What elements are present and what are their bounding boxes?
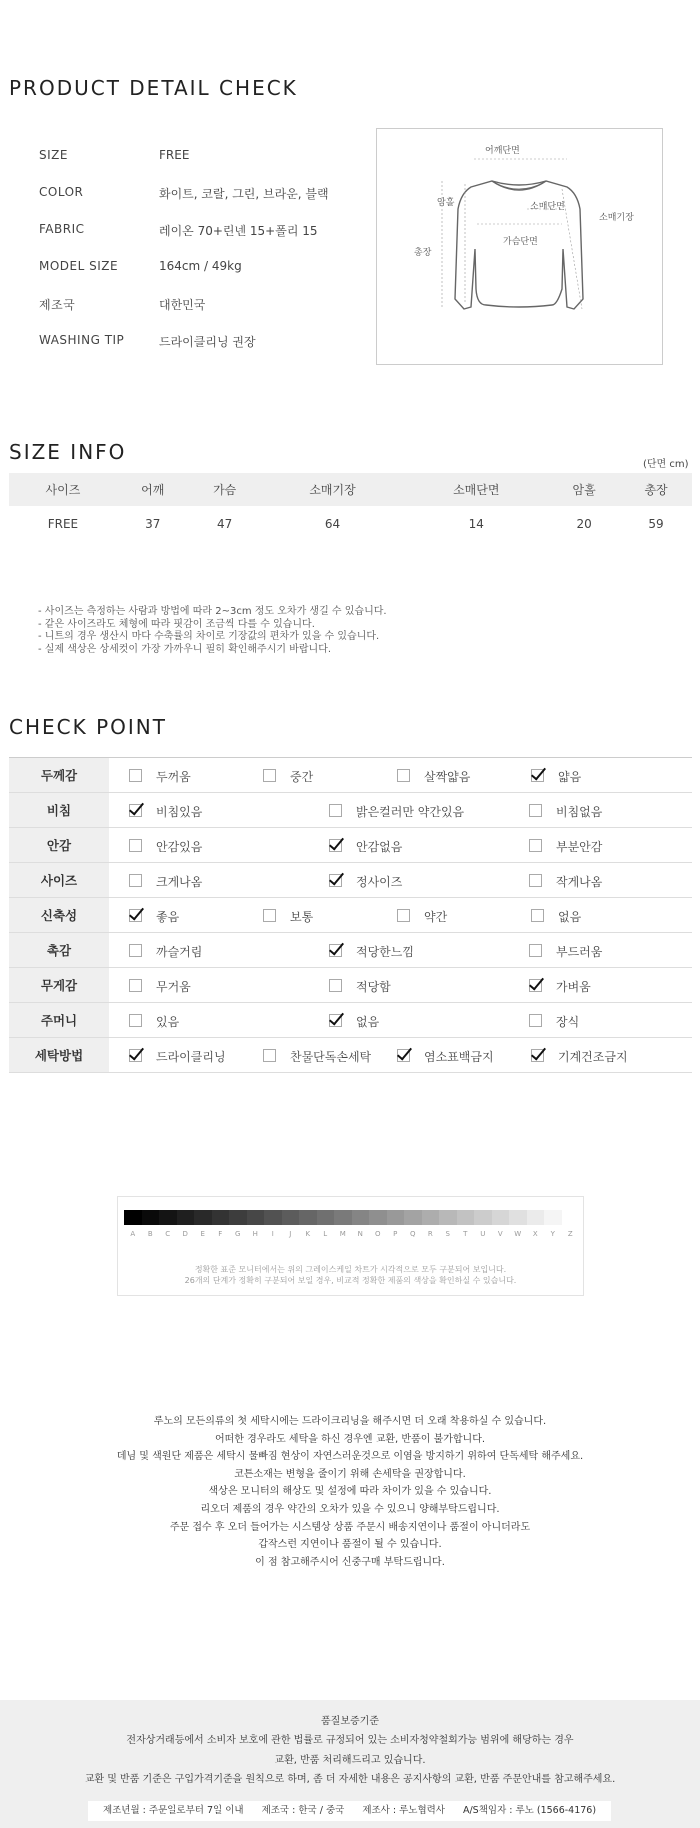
gray-swatch — [404, 1210, 422, 1225]
checkbox-icon — [129, 839, 142, 852]
diagram-label-sleeve-width: 소매단면 — [530, 202, 565, 212]
checkbox-icon — [129, 874, 142, 887]
gray-letter: Y — [550, 1230, 555, 1238]
gray-swatch — [492, 1210, 510, 1225]
size-cell: FREE — [47, 516, 79, 531]
check-option-label: 크게나옴 — [156, 875, 203, 889]
checkbox-icon — [263, 909, 276, 922]
size-column-header: 암홀 — [548, 473, 620, 506]
diagram-label-sleeve-length: 소매기장 — [599, 213, 634, 223]
size-table — [9, 473, 692, 541]
gray-letter: N — [357, 1230, 363, 1238]
product-detail-row — [39, 259, 242, 273]
size-cell: 47 — [217, 516, 233, 531]
gray-swatch — [299, 1210, 317, 1225]
check-options — [109, 898, 692, 933]
gray-letter: U — [480, 1230, 486, 1238]
detail-label: MODEL SIZE — [39, 259, 119, 273]
check-row-label: 세탁방법 — [9, 1038, 109, 1073]
check-option-label: 장식 — [556, 1015, 580, 1029]
check-option-label: 적당함 — [356, 980, 391, 994]
size-cell: 37 — [145, 516, 161, 531]
footer-info-item: A/S책임자 : 루노 (1566-4176) — [462, 1805, 597, 1816]
size-cell: 20 — [576, 516, 592, 531]
gray-swatch — [387, 1210, 405, 1225]
size-table-header — [9, 473, 692, 506]
check-option-label: 안감있음 — [156, 840, 203, 854]
check-option-label: 적당한느낌 — [356, 945, 414, 959]
gray-letter: G — [235, 1230, 241, 1238]
footer-line: 교환 및 반품 기준은 구입가격기준을 원칙으로 하며, 좀 더 자세한 내용은 공지사항의 교환, 반품 주문안내를 참고해주세요. — [84, 1774, 616, 1785]
gray-swatch — [212, 1210, 230, 1225]
checkbox-icon — [531, 769, 544, 782]
detail-label: FABRIC — [39, 222, 85, 236]
check-point-table — [9, 757, 692, 1073]
footer-text — [0, 1731, 700, 1790]
detail-value: 드라이클리닝 권장 — [159, 335, 256, 349]
guide-line: 데님 및 색원단 제품은 세탁시 물빠짐 현상이 자연스러운것으로 이염을 방지하기 위하여 단독세탁 해주세요. — [116, 1451, 584, 1463]
guide-line: 코튼소재는 변형을 줄이기 위해 손세탁을 권장합니다. — [234, 1468, 466, 1480]
check-option-label: 가벼움 — [556, 980, 591, 994]
product-detail-row — [39, 296, 206, 313]
checkbox-icon — [531, 1049, 544, 1062]
check-option-label: 부분안감 — [556, 840, 603, 854]
size-cell: 64 — [324, 516, 341, 531]
check-row-label: 비침 — [9, 793, 109, 828]
checkbox-icon — [129, 979, 142, 992]
gray-letter: D — [182, 1230, 188, 1238]
checkbox-icon — [129, 1014, 142, 1027]
check-row — [9, 863, 692, 898]
check-row — [9, 1038, 692, 1073]
product-detail-title: PRODUCT DETAIL CHECK — [9, 76, 298, 100]
gray-swatch — [247, 1210, 265, 1225]
gray-letter: V — [497, 1230, 503, 1238]
check-option-label: 없음 — [356, 1015, 380, 1029]
checkbox-icon — [397, 909, 410, 922]
grayscale-text-2: 26개의 단계가 정확히 구분되어 보일 경우, 비교적 정확한 제품의 색상을 확인하실 수 있습니다. — [184, 1276, 517, 1285]
checkbox-icon — [129, 804, 142, 817]
diagram-label-total-length: 총장 — [414, 248, 432, 258]
checkbox-icon — [329, 804, 342, 817]
footer-info-item: 제조국 : 한국 / 중국 — [261, 1805, 345, 1816]
checkbox-icon — [263, 1049, 276, 1062]
footer-info-item: 제조사 : 루노협력사 — [362, 1805, 445, 1816]
footer-info-item: 제조년월 : 주문일로부터 7일 이내 — [102, 1805, 244, 1816]
check-option-label: 찬물단독손세탁 — [290, 1050, 372, 1064]
gray-letter: A — [130, 1230, 136, 1238]
size-column-header: 사이즈 — [9, 473, 117, 506]
quality-footer — [0, 1700, 700, 1828]
check-option-label: 안감없음 — [356, 840, 403, 854]
checkbox-icon — [529, 874, 542, 887]
gray-swatch — [282, 1210, 300, 1225]
product-detail-row — [39, 333, 256, 349]
gray-letter: P — [393, 1230, 398, 1238]
gray-letter: R — [427, 1230, 433, 1238]
care-guide — [0, 1413, 700, 1571]
checkbox-icon — [129, 909, 142, 922]
size-column-header: 총장 — [620, 473, 692, 506]
footer-line: 교환, 반품 처리해드리고 있습니다. — [274, 1754, 426, 1766]
detail-value: 화이트, 코랄, 그린, 브라운, 블랙 — [159, 187, 329, 201]
size-unit-label: (단면 cm) — [643, 459, 689, 470]
checkbox-icon — [397, 769, 410, 782]
guide-line: 색상은 모니터의 해상도 및 설정에 따라 차이가 있을 수 있습니다. — [208, 1486, 492, 1498]
gray-letter: Z — [567, 1230, 573, 1238]
check-option-label: 정사이즈 — [356, 875, 403, 889]
check-option-label: 밝은컬러만 약간있음 — [356, 805, 465, 819]
detail-label: SIZE — [39, 148, 68, 162]
footer-title: 품질보증기준 — [321, 1716, 379, 1727]
checkbox-icon — [329, 874, 342, 887]
gray-swatch — [124, 1210, 142, 1225]
gray-letter: C — [165, 1230, 171, 1238]
check-options — [109, 863, 692, 898]
gray-letter: O — [374, 1230, 381, 1238]
gray-letter: E — [200, 1230, 205, 1238]
check-option-label: 드라이클리닝 — [156, 1050, 226, 1064]
gray-swatch — [474, 1210, 492, 1225]
gray-swatch — [159, 1210, 177, 1225]
gray-swatch — [457, 1210, 475, 1225]
grayscale-letters — [124, 1230, 579, 1238]
check-row — [9, 968, 692, 1003]
guide-line: 어떠한 경우라도 세탁을 하신 경우엔 교환, 반품이 불가합니다. — [214, 1433, 486, 1445]
size-notes — [38, 606, 387, 656]
check-row-label: 신축성 — [9, 898, 109, 933]
detail-value: 164cm / 49kg — [159, 259, 242, 273]
checkbox-icon — [129, 944, 142, 957]
checkbox-icon — [263, 769, 276, 782]
checkbox-icon — [129, 1049, 142, 1062]
detail-label: COLOR — [39, 185, 84, 199]
gray-letter: M — [339, 1230, 346, 1238]
check-options — [109, 758, 692, 793]
check-option-label: 부드러움 — [556, 945, 603, 959]
check-option-label: 비침있음 — [156, 805, 203, 819]
detail-value: 레이온 70+린넨 15+폴리 15 — [159, 224, 318, 238]
check-row-label: 안감 — [9, 828, 109, 863]
detail-label: 제조국 — [39, 298, 76, 312]
check-row — [9, 828, 692, 863]
checkbox-icon — [531, 909, 544, 922]
guide-line: 루노의 모든의류의 첫 세탁시에는 드라이크리닝을 해주시면 더 오래 착용하실 수 있습니다. — [153, 1416, 547, 1427]
check-options — [109, 1003, 692, 1038]
note-line: - 같은 사이즈라도 체형에 따라 핏감이 조금씩 다를 수 있습니다. — [38, 618, 315, 630]
grayscale-strip — [124, 1210, 579, 1225]
footer-info-bar — [88, 1801, 611, 1821]
product-detail-row — [39, 185, 329, 201]
gray-letter: B — [147, 1230, 153, 1238]
check-options — [109, 933, 692, 968]
detail-value: 대한민국 — [159, 298, 206, 312]
garment-diagram — [376, 128, 663, 365]
check-row-label: 무게감 — [9, 968, 109, 1003]
check-option-label: 좋음 — [156, 910, 180, 924]
guide-line: 이 점 참고해주시어 신중구매 부탁드립니다. — [255, 1556, 445, 1568]
detail-value: FREE — [159, 148, 190, 162]
gray-swatch — [177, 1210, 195, 1225]
check-options — [109, 1038, 692, 1073]
check-option-label: 얇음 — [558, 770, 582, 784]
check-options — [109, 968, 692, 1003]
detail-label: WASHING TIP — [39, 333, 125, 347]
grayscale-text-1: 정확한 표준 모니터에서는 위의 그레이스케일 차트가 시각적으로 모두 구분되어 보입니다. — [194, 1265, 507, 1274]
check-option-label: 무거움 — [156, 980, 191, 994]
size-column-header: 소매단면 — [404, 473, 548, 506]
check-row — [9, 1003, 692, 1038]
check-option-label: 중간 — [290, 770, 314, 784]
gray-swatch — [509, 1210, 527, 1225]
note-line: - 니트의 경우 생산시 마다 수축률의 차이로 기장값의 편차가 있을 수 있습니다. — [38, 631, 380, 642]
gray-swatch — [527, 1210, 545, 1225]
check-option-label: 기계건조금지 — [558, 1050, 628, 1064]
check-row — [9, 898, 692, 933]
gray-letter: I — [271, 1230, 274, 1238]
gray-letter: X — [532, 1230, 538, 1238]
check-row — [9, 933, 692, 968]
checkbox-icon — [397, 1049, 410, 1062]
check-point-title: CHECK POINT — [9, 715, 167, 739]
grayscale-chart — [117, 1196, 584, 1296]
gray-swatch — [352, 1210, 370, 1225]
gray-letter: S — [445, 1230, 450, 1238]
diagram-label-shoulder: 어깨단면 — [485, 146, 520, 156]
check-option-label: 작게나옴 — [556, 875, 603, 889]
note-line: - 실제 색상은 상세컷이 가장 가까우니 필히 확인해주시기 바랍니다. — [38, 643, 332, 655]
gray-swatch — [317, 1210, 335, 1225]
check-row-label: 사이즈 — [9, 863, 109, 898]
check-row — [9, 758, 692, 793]
gray-swatch — [142, 1210, 160, 1225]
check-options — [109, 828, 692, 863]
gray-letter: W — [514, 1230, 522, 1238]
gray-letter: T — [463, 1230, 468, 1238]
gray-swatch — [422, 1210, 440, 1225]
check-row-label: 두께감 — [9, 758, 109, 793]
checkbox-icon — [329, 839, 342, 852]
checkbox-icon — [529, 839, 542, 852]
check-option-label: 살짝얇음 — [424, 770, 471, 784]
size-cell: 59 — [648, 516, 664, 531]
diagram-label-armhole: 암홀 — [437, 198, 455, 208]
size-column-header: 가슴 — [189, 473, 261, 506]
product-detail-row — [39, 148, 190, 162]
check-row — [9, 793, 692, 828]
note-line: - 사이즈는 측정하는 사람과 방법에 따라 2~3cm 정도 오차가 생길 수 있습니다. — [38, 606, 387, 617]
size-info-title: SIZE INFO — [9, 440, 127, 464]
size-table-row — [9, 506, 692, 541]
checkbox-icon — [529, 1014, 542, 1027]
size-cell: 14 — [468, 516, 484, 531]
check-row-label: 촉감 — [9, 933, 109, 968]
guide-line: 리오더 제품의 경우 약간의 오차가 있을 수 있으니 양해부탁드립니다. — [200, 1503, 500, 1515]
size-column-header: 어깨 — [117, 473, 189, 506]
check-option-label: 보통 — [290, 910, 314, 924]
footer-line: 전자상거래등에서 소비자 보호에 관한 법률로 규정되어 있는 소비자청약철회가능 범위에 해당하는 경우 — [126, 1735, 574, 1746]
checkbox-icon — [529, 804, 542, 817]
shirt-outline-icon — [377, 129, 662, 364]
check-option-label: 두꺼움 — [156, 770, 191, 784]
gray-letter: F — [218, 1230, 223, 1238]
gray-swatch — [544, 1210, 562, 1225]
check-option-label: 있음 — [156, 1015, 180, 1029]
check-option-label: 없음 — [558, 910, 582, 924]
checkbox-icon — [329, 1014, 342, 1027]
gray-swatch — [229, 1210, 247, 1225]
guide-line: 갑작스런 지연이나 품절이 될 수 있습니다. — [258, 1539, 442, 1551]
check-row-label: 주머니 — [9, 1003, 109, 1038]
gray-letter: H — [252, 1230, 258, 1238]
check-option-label: 까슬거림 — [156, 945, 203, 959]
checkbox-icon — [529, 944, 542, 957]
check-options — [109, 793, 692, 828]
size-column-header: 소매기장 — [261, 473, 405, 506]
guide-line: 주문 접수 후 오더 들어가는 시스템상 상품 주문시 배송지연이나 품절이 아니더라도 — [169, 1521, 531, 1533]
checkbox-icon — [529, 979, 542, 992]
gray-letter: L — [323, 1230, 328, 1238]
checkbox-icon — [329, 979, 342, 992]
gray-swatch — [194, 1210, 212, 1225]
gray-swatch — [369, 1210, 387, 1225]
gray-letter: Q — [409, 1230, 416, 1238]
gray-swatch — [562, 1210, 580, 1225]
check-option-label: 염소표백금지 — [424, 1050, 494, 1064]
check-option-label: 비침없음 — [556, 805, 603, 819]
diagram-label-chest: 가슴단면 — [503, 237, 538, 247]
gray-swatch — [264, 1210, 282, 1225]
gray-letter: J — [289, 1230, 292, 1238]
gray-letter: K — [305, 1230, 311, 1238]
checkbox-icon — [129, 769, 142, 782]
gray-swatch — [439, 1210, 457, 1225]
product-detail-row — [39, 222, 318, 238]
checkbox-icon — [329, 944, 342, 957]
check-option-label: 약간 — [424, 910, 448, 924]
gray-swatch — [334, 1210, 352, 1225]
